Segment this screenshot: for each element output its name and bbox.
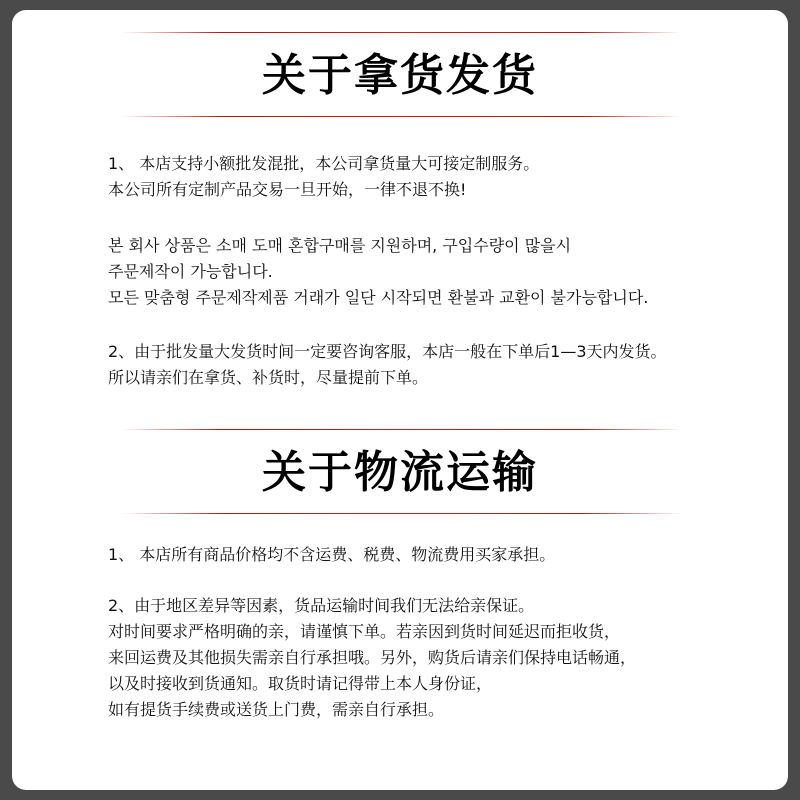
section2-line-4: 来回运费及其他损失需亲自行承担哦。另外，购货后请亲们保持电话畅通，	[108, 648, 637, 667]
top-divider-section1	[122, 32, 682, 33]
section2-line-6: 如有提货手续费或送货上门费，需亲自行承担。	[108, 700, 445, 719]
section1-line-6: 2、由于批发量大发货时间一定要咨询客服，本店一般在下单后1—3天内发货。	[108, 342, 667, 361]
section2-line-2: 2、由于地区差异等因素，货品运输时间我们无法给亲保证。	[108, 596, 535, 615]
section2-line-5: 以及时接收到货通知。取货时请记得带上本人身份证，	[108, 674, 493, 693]
section1-line-3: 본 회사 상품은 소매 도매 혼합구매를 지원하며, 구입수량이 많을시	[108, 236, 572, 255]
section1-title: 关于拿货发货	[262, 50, 538, 101]
section2-line-1: 1、 本店所有商品价格均不含运费、税费、物流费用买家承担。	[108, 545, 556, 564]
bottom-divider-section2	[122, 513, 682, 514]
section2-title: 关于物流运输	[262, 447, 538, 498]
bottom-divider-section1	[122, 116, 682, 117]
top-divider-section2	[122, 429, 682, 430]
section1-line-4: 주문제작이 가능합니다.	[108, 262, 273, 281]
section1-line-7: 所以请亲们在拿货、补货时，尽量提前下单。	[108, 368, 429, 387]
notice-card	[12, 10, 788, 790]
section1-line-5: 모든 맞춤형 주문제작제품 거래가 일단 시작되면 환불과 교환이 불가능합니다.	[108, 288, 649, 307]
section2-line-3: 对时间要求严格明确的亲，请谨慎下单。若亲因到货时间延迟而拒收货，	[108, 622, 621, 641]
section1-line-1: 1、 本店支持小额批发混批，本公司拿货量大可接定制服务。	[108, 154, 540, 173]
section1-line-2: 本公司所有定制产品交易一旦开始，一律不退不换!	[108, 180, 467, 199]
